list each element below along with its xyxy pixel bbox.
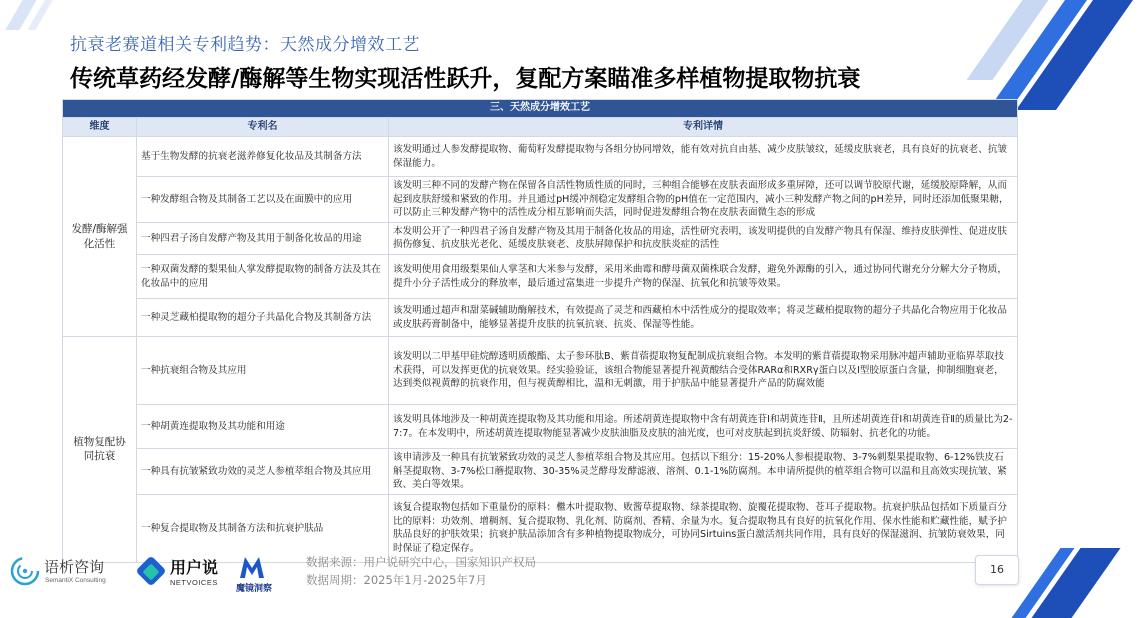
patent-detail-cell: 该发明通过超声和甜菜碱辅助酶解技术，有效提高了灵芝和西藏柏木中活性成分的提取效率；将灵芝藏柏提取物的超分子共晶化合物应用于化妆品或皮肤药膏制备中，能够显著提升皮肤的抗氧抗衰、抗炎、保湿等性能。 <box>389 299 1018 337</box>
table-section-title: 三、天然成分增效工艺 <box>63 100 1018 118</box>
column-header-dimension: 维度 <box>63 118 137 137</box>
mojing-logo-name: 魔镜洞察 <box>236 584 273 594</box>
table-row <box>63 405 1018 449</box>
patent-name-cell: 一种发酵组合物及其制备工艺以及在面膜中的应用 <box>137 177 389 223</box>
patent-name-cell: 基于生物发酵的抗衰老滋养修复化妆品及其制备方法 <box>137 137 389 177</box>
patent-name-cell: 一种双菌发酵的梨果仙人掌发酵提取物的制备方法及其在化妆品中的应用 <box>137 255 389 299</box>
semantix-logo-subtitle: SemantiX Consulting <box>45 577 106 584</box>
dimension-cell-fermentation: 发酵/酶解强化活性 <box>63 137 137 337</box>
table-row <box>63 177 1018 223</box>
corner-decoration-bottom-right <box>1010 548 1080 608</box>
semantix-logo-name: 语析咨询 <box>44 558 105 576</box>
patent-detail-cell: 该发明具体地涉及一种胡黄连提取物及其功能和用途。所述胡黄连提取物中含有胡黄连苷Ⅰ和胡黄连苷Ⅱ，且所述胡黄连苷Ⅰ和胡黄连苷Ⅱ的质量比为2-7:7。在本发明中，所述胡黄连提取物能显著减少皮肤油脂及皮肤的油光度，也可对皮肤起到抗炎舒缓、防辐射、抗老化的功能。 <box>389 405 1018 449</box>
patent-name-cell: 一种抗衰组合物及其应用 <box>137 337 389 405</box>
patent-name-cell: 一种复合提取物及其制备方法和抗衰护肤品 <box>137 494 389 562</box>
patent-table <box>62 99 1018 563</box>
netvoices-logo-icon <box>134 556 168 590</box>
patent-name-cell: 一种胡黄连提取物及其功能和用途 <box>137 405 389 449</box>
semantix-logo-icon <box>10 556 40 586</box>
table-row <box>63 449 1018 495</box>
period-line: 数据周期：2025年1月-2025年7月 <box>306 572 487 587</box>
footer-logos <box>4 552 304 602</box>
patent-name-cell: 一种具有抗皱紧致功效的灵芝人参植萃组合物及其应用 <box>137 449 389 495</box>
table-row <box>63 337 1018 405</box>
netvoices-logo-subtitle: NETVOICES <box>170 578 218 587</box>
patent-detail-cell: 本发明公开了一种四君子汤自发酵产物及其用于制备化妆品的用途，活性研究表明，该发明提供的自发酵产物具有保湿、维持皮肤弹性、促进皮肤损伤修复、抗皮肤光老化、延缓皮肤衰老、皮肤屏障保护和抗皮肤炎症的活性 <box>389 222 1018 254</box>
patent-name-cell: 一种四君子汤自发酵产物及其用于制备化妆品的用途 <box>137 222 389 254</box>
source-line: 数据来源：用户说研究中心，国家知识产权局 <box>306 555 536 569</box>
patent-detail-cell: 该发明三种不同的发酵产物在保留各自活性物质性质的同时，三种组合能够在皮肤表面形成多重屏障，还可以调节胶原代谢，延缓胶原降解，从而起到皮肤舒缓和紧致的作用。并且通过pH缓冲剂稳定发酵组合物的pH值在一定范围内，减小三种发酵产物之间的pH差异，同时还添加低聚果糖，可以防止三种发酵产物中的活性成分相互影响而失活，同时促进发酵组合物在皮肤表面微生态的形成 <box>389 177 1018 223</box>
table-row <box>63 222 1018 254</box>
patent-detail-cell: 该发明通过人参发酵提取物、葡萄籽发酵提取物与各组分协同增效，能有效对抗自由基、减少皮肤皱纹，延缓皮肤衰老，具有良好的抗衰老、抗皱保湿能力。 <box>389 137 1018 177</box>
patent-name-cell: 一种灵芝藏柏提取物的超分子共晶化合物及其制备方法 <box>137 299 389 337</box>
column-header-patent-name: 专利名 <box>137 118 389 137</box>
dimension-cell-plant-compound: 植物复配协同抗衰 <box>63 337 137 563</box>
corner-decoration-top-left <box>0 0 70 30</box>
patent-detail-cell: 该复合提取物包括如下重量份的原料：檵木叶提取物、败酱草提取物、绿茶提取物、旋覆花提取物、苍耳子提取物。抗衰护肤品包括如下质量百分比的原料：功效剂、增稠剂、复合提取物、乳化剂、防腐剂、香精、余量为水。复合提取物具有良好的抗氧化作用、保水性能和贮藏性能，赋予护肤品良好的护肤效果；抗衰护肤品添加含有多种植物提取物成分，可协同Sirtuins蛋白激活剂共同作用，具有良好的保湿滋润、抗皱防衰效果，同时保证了稳定保存。 <box>389 494 1018 562</box>
patent-detail-cell: 该发明使用食用级梨果仙人掌茎和大米参与发酵，采用米曲霉和酵母菌双菌株联合发酵，避免外源酶的引入，通过协同代谢充分分解大分子物质，提升小分子活性成分的释放率，最后通过富集进一步提升产物的保湿、抗氧化和抗皱等效果。 <box>389 255 1018 299</box>
table-row <box>63 255 1018 299</box>
netvoices-logo-name: 用户说 <box>170 558 219 577</box>
table-row <box>63 299 1018 337</box>
page-subtitle: 抗衰老赛道相关专利趋势：天然成分增效工艺 <box>70 35 420 55</box>
patent-table-container <box>62 99 1018 554</box>
page-title: 传统草药经发酵/酶解等生物实现活性跃升，复配方案瞄准多样植物提取物抗衰 <box>70 66 861 92</box>
page-number: 16 <box>975 555 1019 585</box>
table-row <box>63 137 1018 177</box>
mojing-logo-icon <box>238 554 266 580</box>
patent-detail-cell: 该申请涉及一种具有抗皱紧致功效的灵芝人参植萃组合物及其应用。包括以下组分：15-20%人参根提取物、3-7%刺梨果提取物、6-12%铁皮石斛茎提取物、3-7%松口蘑提取物、30-35%灵芝酵母发酵滤液、溶剂、0.1-1%防腐剂。本申请所提供的植萃组合物可以温和且高效实现抗皱、紧致、美白等效果。 <box>389 449 1018 495</box>
corner-decoration-top-right <box>950 0 1080 100</box>
patent-detail-cell: 该发明以二甲基甲硅烷醇透明质酸酯、太子参环肽B、紫苜蓿提取物复配制成抗衰组合物。本发明的紫苜蓿提取物采用脉冲超声辅助亚临界萃取技术获得，可以发挥更优的抗衰效果。经实验验证，该组合物能显著提升视黄酸结合受体RARα和RXRγ蛋白以及Ⅰ型胶原蛋白含量，抑制细胞衰老，达到类似视黄醇的抗衰作用，但与视黄醇相比，温和无刺激，用于护肤品中能显著提升产品的防腐效能 <box>389 337 1018 405</box>
data-source-note <box>306 554 536 590</box>
column-header-patent-detail: 专利详情 <box>389 118 1018 137</box>
